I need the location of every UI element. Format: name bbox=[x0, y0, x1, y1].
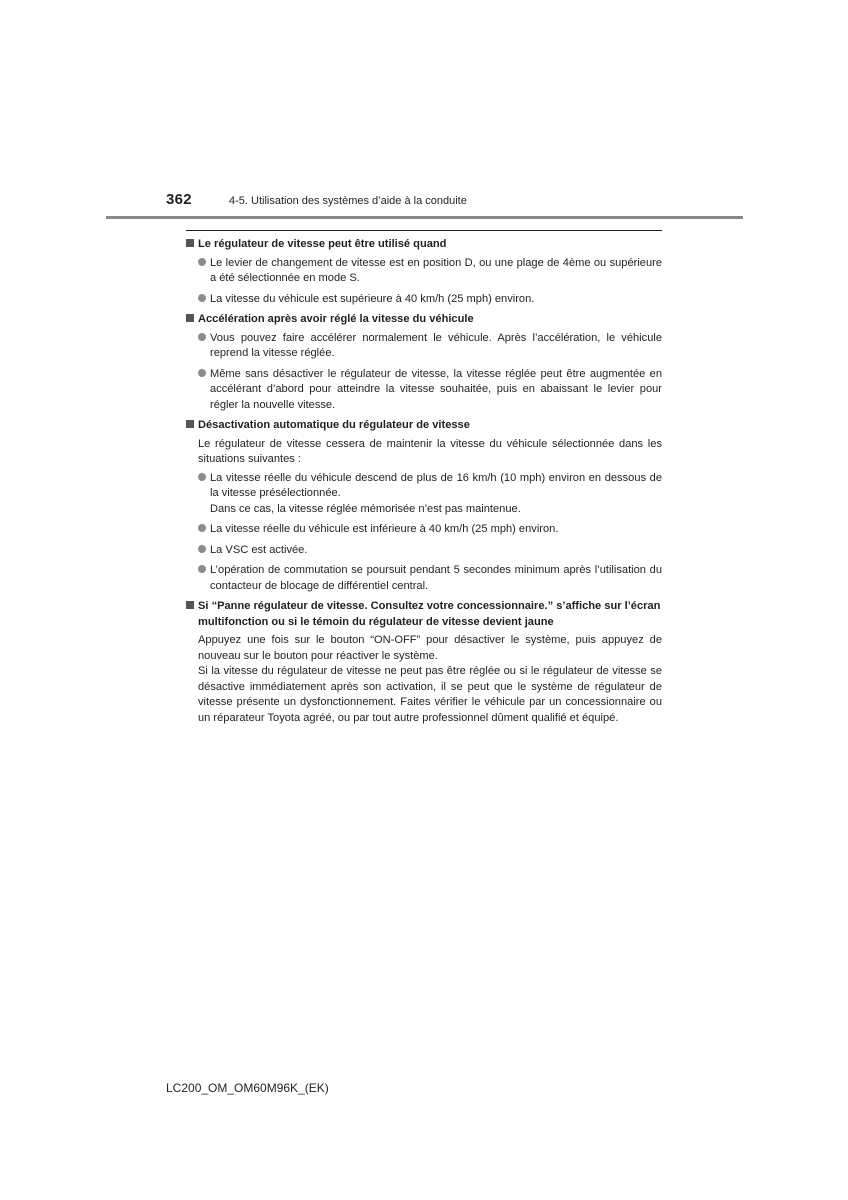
page-header bbox=[0, 186, 848, 220]
document-code: LC200_OM_OM60M96K_(EK) bbox=[166, 1081, 329, 1095]
circle-bullet-icon bbox=[198, 563, 210, 594]
list-item: L’opération de commutation se poursuit pendant 5 secondes minimum après l’utilisation du contacteur de blocage de différentiel central. bbox=[198, 563, 662, 594]
page-number: 362 bbox=[166, 191, 192, 208]
list-item bbox=[198, 471, 662, 518]
section-conditions bbox=[186, 237, 662, 307]
list-item: Même sans désactiver le régulateur de vitesse, la vitesse réglée peut être augmentée en accélérant d’abord pour atteindre la vitesse souhaitée, puis en abaissant le levier pour régler la nouvelle vitesse. bbox=[198, 367, 662, 414]
square-bullet-icon bbox=[186, 237, 198, 253]
circle-bullet-icon bbox=[198, 331, 210, 362]
square-bullet-icon bbox=[186, 418, 198, 434]
page-content bbox=[186, 230, 662, 731]
circle-bullet-icon bbox=[198, 471, 210, 518]
paragraph: Appuyez une fois sur le bouton “ON-OFF” pour désactiver le système, puis appuyez de nouveau sur le bouton pour réactiver le système. bbox=[198, 634, 662, 662]
circle-bullet-icon bbox=[198, 367, 210, 414]
header-divider bbox=[106, 216, 743, 219]
list-item: La VSC est activée. bbox=[198, 543, 662, 559]
paragraph: Si la vitesse du régulateur de vitesse ne peut pas être réglée ou si le régulateur de vitesse se désactive immédiatement après son activation, il se peut que le système de régulateur de vitesse présente un dysfonctionnement. Faites vérifier le véhicule par un concessionnaire ou un réparateur Toyota agréé, ou par tout autre professionnel dûment qualifié et équipé. bbox=[198, 665, 662, 724]
list-item-note: Dans ce cas, la vitesse réglée mémorisée n’est pas maintenue. bbox=[210, 502, 521, 515]
square-bullet-icon bbox=[186, 312, 198, 328]
section-intro: Le régulateur de vitesse cessera de maintenir la vitesse du véhicule sélectionnée dans les situations suivantes : bbox=[198, 437, 662, 465]
section-heading: Le régulateur de vitesse peut être utilisé quand bbox=[186, 237, 662, 253]
section-malfunction bbox=[186, 599, 662, 726]
section-heading: Désactivation automatique du régulateur de vitesse bbox=[186, 418, 662, 434]
list-item: Le levier de changement de vitesse est en position D, ou une plage de 4ème ou supérieure a été sélectionnée en mode S. bbox=[198, 256, 662, 287]
list-item: La vitesse réelle du véhicule est inférieure à 40 km/h (25 mph) environ. bbox=[198, 522, 662, 538]
section-heading: Si “Panne régulateur de vitesse. Consultez votre concessionnaire.” s’affiche sur l’écran multifonction ou si le témoin du régulateur de vitesse devient jaune bbox=[186, 599, 662, 630]
section-title: 4-5. Utilisation des systèmes d’aide à la conduite bbox=[229, 195, 467, 207]
circle-bullet-icon bbox=[198, 543, 210, 559]
list-item-text: La vitesse réelle du véhicule descend de plus de 16 km/h (10 mph) environ en dessous de la vitesse présélectionnée. bbox=[210, 471, 662, 499]
list-item: La vitesse du véhicule est supérieure à 40 km/h (25 mph) environ. bbox=[198, 292, 662, 308]
section-heading: Accélération après avoir réglé la vitesse du véhicule bbox=[186, 312, 662, 328]
circle-bullet-icon bbox=[198, 522, 210, 538]
circle-bullet-icon bbox=[198, 292, 210, 308]
section-acceleration bbox=[186, 312, 662, 413]
list-item: Vous pouvez faire accélérer normalement le véhicule. Après l’accélération, le véhicule reprend la vitesse réglée. bbox=[198, 331, 662, 362]
square-bullet-icon bbox=[186, 599, 198, 630]
section-auto-cancel bbox=[186, 418, 662, 594]
circle-bullet-icon bbox=[198, 256, 210, 287]
